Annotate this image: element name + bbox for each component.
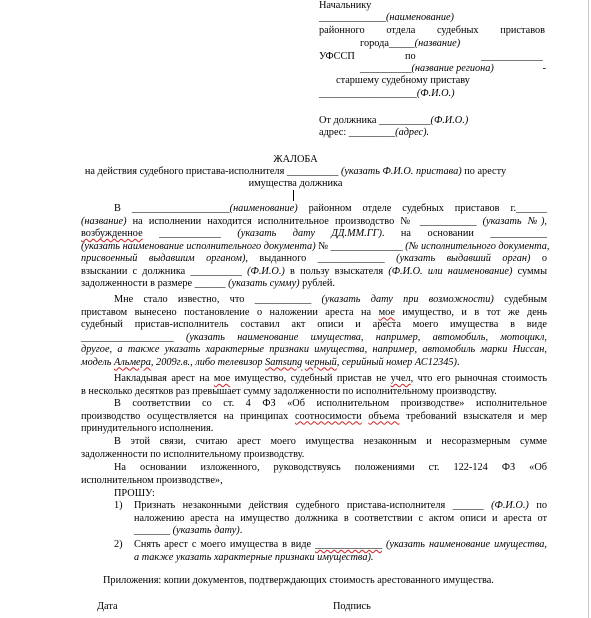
paragraph-market-value: Накладывая арест на мое имущество, судебный пристав не учел, что его рыночная стоимость в несколько десятков раз превышает сумму задолженности по исполнительному производству. [81, 373, 548, 397]
title-line-3: имущества должника [248, 178, 343, 189]
paragraph-basis: На основании изложенного, руководствуясь положениями ст. 122-124 ФЗ «Об исполнительном производстве», [81, 462, 547, 486]
title-line-2: на действия судебного пристава-исполнителя __________ (указать Ф.И.О. пристава) по аресту [84, 166, 507, 177]
header-line-4: города_____(название) [360, 38, 461, 49]
request-item-1: Признать незаконными действия судебного пристава-исполнителя ______ (Ф.И.О.) по наложению ареста на имущество должника в соответствии с актом описи и ареста от _______ (указать дату). [134, 500, 547, 536]
attachments-line: Приложения: копии документов, подтверждающих стоимость арестованного имущества. [103, 575, 494, 586]
header-line-6: __________(название региона) - [360, 63, 546, 74]
header-line-10: адрес: _________(адрес). [319, 127, 430, 138]
date-label: Дата [97, 601, 118, 612]
header-line-7: старшему судебному приставу [336, 75, 470, 86]
paragraph-law-reference: В соответствии со ст. 4 ФЗ «Об исполнительном производстве» исполнительное производство осуществляется на принципах соотносимости объема требований взыскателя и мер принудительного исполнения. [81, 398, 547, 434]
header-line-9: От должника __________(Ф.И.О.) [319, 115, 469, 126]
paragraph-case-info: В ___________________(наименование) районном отделе судебных приставов г.______ (название) на исполнении находится исполнительное производство № ___________ (указать №), возбужденное ____________ (указать дату ДД.ММ.ГГ). на основании ___________ (указать наименование исполнительного документа) № ______________ (№ исполнительного документа, присвоенный выдавшим органом), выданного _____________ (указать выдавший орган) о взыскании с должника __________ (Ф.И.О.) в пользу взыскателя (Ф.И.О. или наименование) суммы задолженности в размере ______ (указать сумму) рублей. [81, 203, 550, 289]
header-line-8: ___________________(Ф.И.О.) [319, 88, 455, 99]
item-2-number: 2) [114, 539, 123, 550]
paragraph-conclusion: В этой связи, считаю арест моего имущества незаконным и несоразмерным сумме задолженности по исполнительному производству. [81, 436, 547, 460]
request-item-2: Снять арест с моего имущества в виде _____________ (указать наименование имущества, а также указать характерные признаки имущества). [134, 539, 547, 563]
item-1-number: 1) [114, 500, 123, 511]
header-line-2: _____________(наименование) [319, 12, 454, 23]
request-heading: ПРОШУ: [114, 488, 155, 499]
header-line-5: УФССП по ____________ [319, 51, 543, 62]
document-title: ЖАЛОБА [273, 154, 318, 165]
header-line-3: районного отдела судебных приставов [319, 25, 545, 36]
header-line-1: Начальнику [319, 0, 372, 11]
text-cursor [293, 190, 294, 201]
paragraph-arrest-info: Мне стало известно, что ___________ (указать дату при возможности) судебным приставом вынесено постановление о наложении ареста на мое имущество, и в тот же день судебный пристав-исполнитель составил акт описи и ареста моего имущества в виде __________________ (указать наименование имущества, например, автомобиль, мотоцикл, другое, а также указать характерные признаки имущества, например, автомобиль марки Ниссан, модель Альмера, 2009г.в., либо телевизор Samsung черный, серийный номер АС12345). [81, 294, 548, 368]
signature-label: Подпись [333, 601, 371, 612]
page-edge [588, 0, 589, 618]
